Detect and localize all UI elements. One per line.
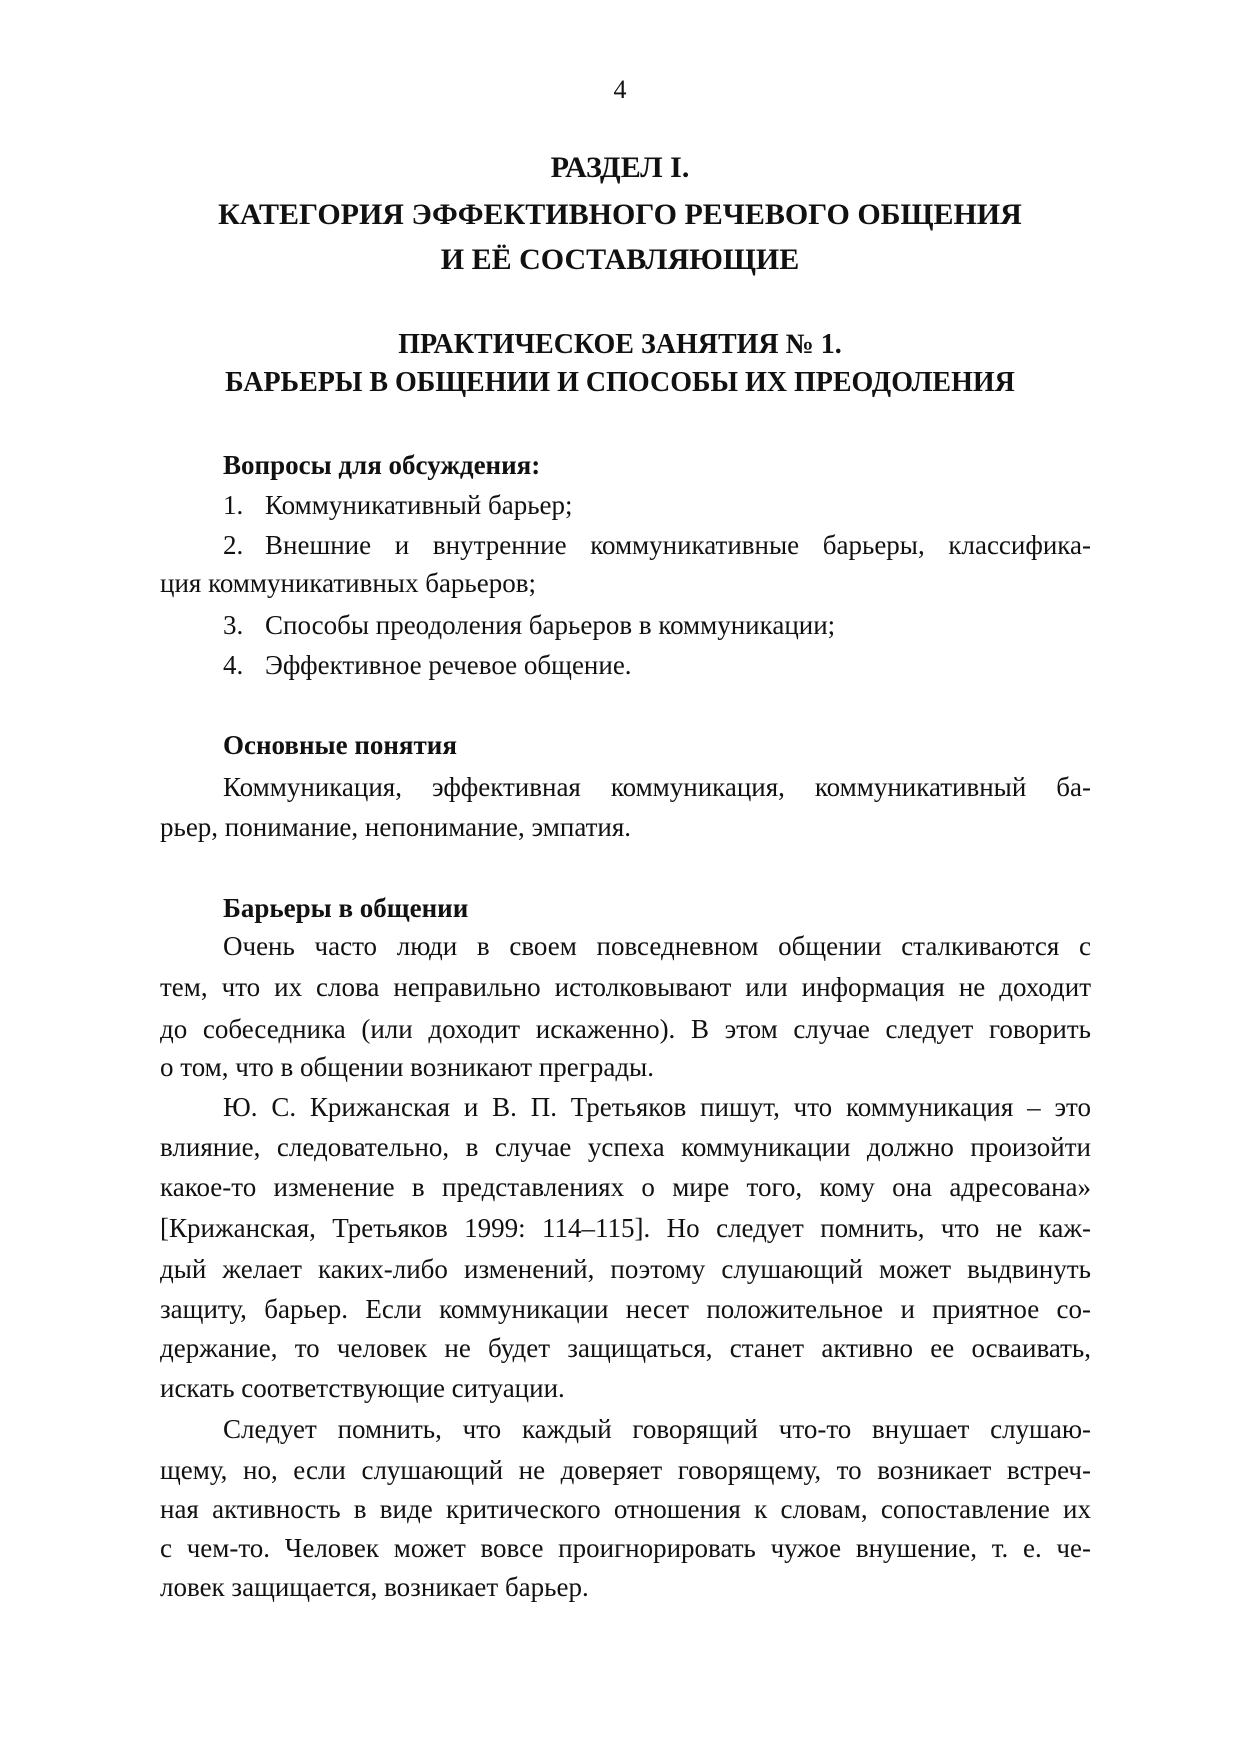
- paragraph-line: о том, что в общении возникают преграды.: [160, 1052, 654, 1082]
- question-text-line: Внешние и внутренние коммуникативные барьеры, классифика-: [265, 530, 1091, 560]
- question-text-line: Эффективное речевое общение.: [265, 650, 632, 680]
- questions-heading: Вопросы для обсуждения:: [223, 450, 541, 480]
- question-text-line: Коммуникативный барьер;: [265, 490, 573, 520]
- paragraph-line: ловек защищается, возникает барьер.: [160, 1572, 589, 1602]
- question-number: 2.: [223, 530, 244, 560]
- paragraph-line: [Крижанская, Третьяков 1999: 114–115]. Но следует помнить, что не каж-: [160, 1213, 1091, 1243]
- paragraph-line: до собеседника (или доходит искаженно). В этом случае следует говорить: [160, 1014, 1091, 1044]
- section-title-line: КАТЕГОРИЯ ЭФФЕКТИВНОГО РЕЧЕВОГО ОБЩЕНИЯ: [218, 198, 1022, 231]
- section-title-line: РАЗДЕЛ I.: [550, 151, 690, 184]
- concepts-heading: Основные понятия: [223, 730, 457, 760]
- question-text-line: ция коммуникативных барьеров;: [160, 568, 536, 598]
- paragraph-line: Ю. С. Крижанская и В. П. Третьяков пишут, что коммуникация – это: [223, 1092, 1091, 1122]
- lesson-title-line: БАРЬЕРЫ В ОБЩЕНИИ И СПОСОБЫ ИХ ПРЕОДОЛЕНИЯ: [225, 367, 1015, 398]
- question-number: 1.: [223, 490, 244, 520]
- paragraph-line: дый желает каких-либо изменений, поэтому слушающий может выдвинуть: [160, 1254, 1091, 1284]
- question-number: 4.: [223, 650, 244, 680]
- concepts-line: Коммуникация, эффективная коммуникация, коммуникативный ба-: [223, 772, 1091, 802]
- paragraph-line: Очень часто люди в своем повседневном общении сталкиваются с: [223, 931, 1091, 961]
- question-text-line: Способы преодоления барьеров в коммуникации;: [265, 610, 836, 640]
- paragraph-line: искать соответствующие ситуации.: [160, 1373, 565, 1403]
- page-number: 4: [613, 75, 627, 104]
- paragraph-line: щему, но, если слушающий не доверяет говорящему, то возникает встреч-: [160, 1455, 1091, 1485]
- section-title-line: И ЕЁ СОСТАВЛЯЮЩИЕ: [440, 243, 800, 276]
- paragraph-line: какое-то изменение в представлениях о мире того, кому она адресована»: [160, 1172, 1091, 1202]
- question-number: 3.: [223, 610, 244, 640]
- paragraph-line: тем, что их слова неправильно истолковывают или информация не доходит: [160, 972, 1091, 1002]
- paragraph-line: защиту, барьер. Если коммуникации несет положительное и приятное со-: [160, 1294, 1091, 1324]
- paragraph-line: Следует помнить, что каждый говорящий что-то внушает слушаю-: [223, 1414, 1091, 1444]
- concepts-line: рьер, понимание, непонимание, эмпатия.: [160, 812, 632, 842]
- paragraph-line: держание, то человек не будет защищаться, станет активно ее осваивать,: [160, 1333, 1091, 1363]
- paragraph-line: с чем-то. Человек может вовсе проигнорировать чужое внушение, т. е. че-: [160, 1533, 1091, 1563]
- paragraph-line: влияние, следовательно, в случае успеха коммуникации должно произойти: [160, 1132, 1091, 1162]
- lesson-title-line: ПРАКТИЧЕСКОЕ ЗАНЯТИЯ № 1.: [398, 329, 842, 360]
- paragraph-line: ная активность в виде критического отношения к словам, сопоставление их: [160, 1494, 1091, 1524]
- barriers-heading: Барьеры в общении: [223, 893, 469, 923]
